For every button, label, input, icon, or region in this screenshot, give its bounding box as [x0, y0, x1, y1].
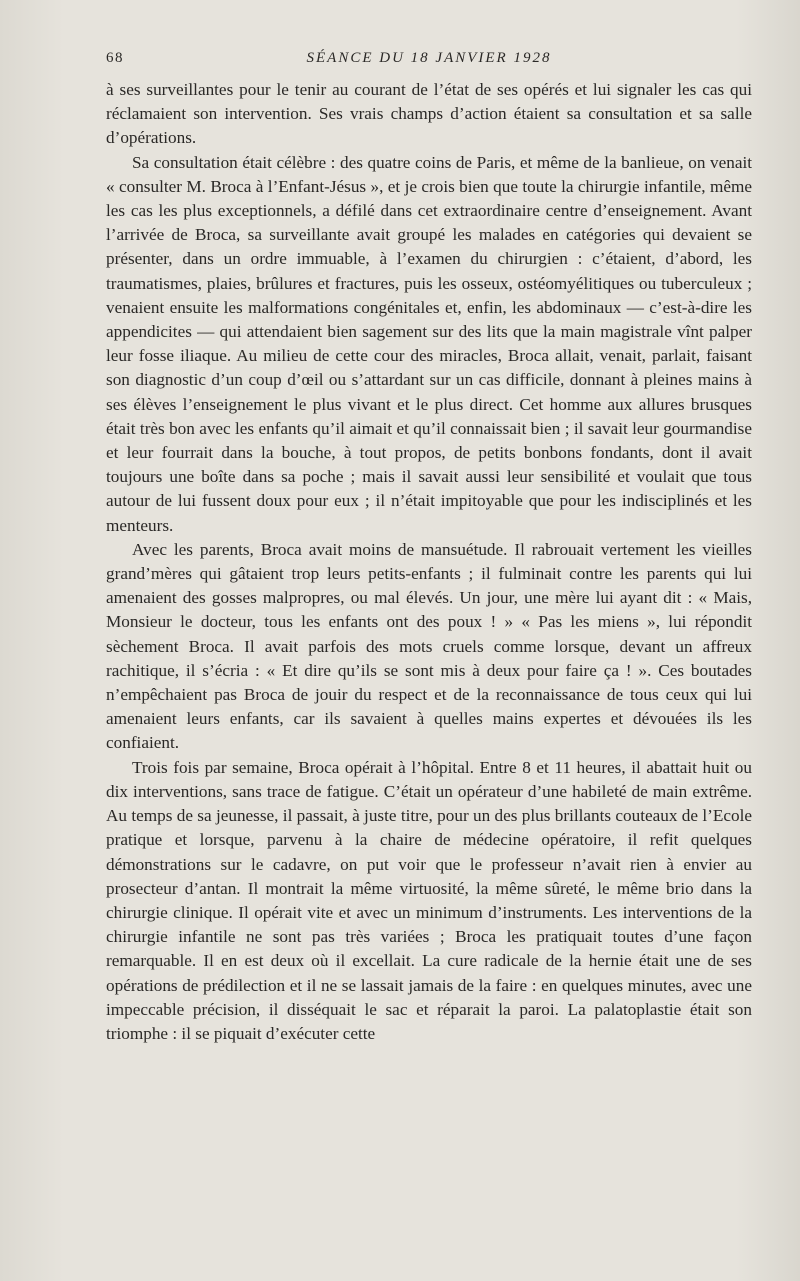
paragraph-parents: Avec les parents, Broca avait moins de mansuétude. Il rabrouait vertement les vieilles grand’mères qui gâtaient trop leurs petits-enfants ; il fulminait contre les parents qui lui amenaient des gosses malpropres, ou mal élevés. Un jour, une mère lui ayant dit : « Mais, Monsieur le docteur, tous les enfants ont des poux ! » « Pas les miens », lui répondit sèchement Broca. Il avait parfois des mots cruels comme lorsque, devant un affreux rachitique, il s’écria : « Et dire qu’ils se sont mis à deux pour faire ça ! ». Ces boutades n’empêchaient pas Broca de jouir du respect et de la reconnaissance de tous ceux qui lui amenaient leurs enfants, car ils savaient à quelles mains expertes et dévouées ils les confiaient. — [106, 539, 752, 753]
running-head: SÉANCE DU 18 JANVIER 1928 — [306, 50, 552, 66]
page-header — [106, 50, 752, 78]
body-text — [106, 78, 752, 1046]
paragraph-operations: Trois fois par semaine, Broca opérait à l’hôpital. Entre 8 et 11 heures, il abattait huit ou dix interventions, sans trace de fatigue. C’était un opérateur d’une habileté de main extrême. Au temps de sa jeunesse, il passait, à juste titre, pour un des plus brillants couteaux de l’Ecole pratique et lorsque, parvenu à la chaire de médecine opératoire, il refit quelques démonstrations sur le cadavre, on put voir que le professeur n’avait rien à envier au prosecteur d’antan. Il montrait la même virtuosité, la même sûreté, le même brio dans la chirurgie clinique. Il opérait vite et avec un minimum d’instruments. Les interventions de la chirurgie infantile ne sont pas très variées ; Broca les pratiquait toutes d’une façon remarquable. Il en est deux où il excellait. La cure radicale de la hernie était une de ses opérations de prédilection et il ne se lassait jamais de la faire : en quelques minutes, avec une impeccable précision, il disséquait le sac et réparait la paroi. La palatoplastie était son triomphe : il se piquait d’exécuter cette — [106, 757, 752, 1043]
paragraph-consultation: Sa consultation était célèbre : des quatre coins de Paris, et même de la banlieue, on venait « consulter M. Broca à l’Enfant-Jésus », et je crois bien que toute la chirurgie infantile, même les cas les plus exceptionnels, a défilé dans cet extraordinaire centre d’enseignement. Avant l’arrivée de Broca, sa surveillante avait groupé les malades en catégories qui devaient se présenter, dans un ordre immuable, à l’examen du chirurgien : c’étaient, d’abord, les traumatismes, plaies, brûlures et fractures, puis les osseux, ostéomyélitiques ou tuberculeux ; venaient ensuite les malformations congénitales et, enfin, les abdominaux — c’est-à-dire les appendicites — qui attendaient bien sagement sur des lits que la main magistrale vînt palper leur fosse iliaque. Au milieu de cette cour des miracles, Broca allait, venait, parlait, faisant son diagnostic d’un coup d’œil ou s’attardant sur un cas difficile, donnant à pleines mains à ses élèves l’enseignement le plus vivant et le plus direct. Cet homme aux allures brusques était très bon avec les enfants qu’il aimait et qu’il connaissait bien ; il savait leur gourmandise et leur fourrait dans la bouche, à tout propos, de petits bonbons fondants, dont il avait toujours une boîte dans sa poche ; mais il savait aussi leur sensibilité et voulait que tous autour de lui fussent doux pour eux ; il n’était impitoyable que pour les indisciplinés et les menteurs. — [106, 152, 752, 535]
page-number: 68 — [106, 50, 124, 66]
paragraph-continuation: à ses surveillantes pour le tenir au courant de l’état de ses opérés et lui signaler les cas qui réclamaient son intervention. Ses vrais champs d’action étaient sa consultation et sa salle d’opérations. — [106, 80, 752, 148]
